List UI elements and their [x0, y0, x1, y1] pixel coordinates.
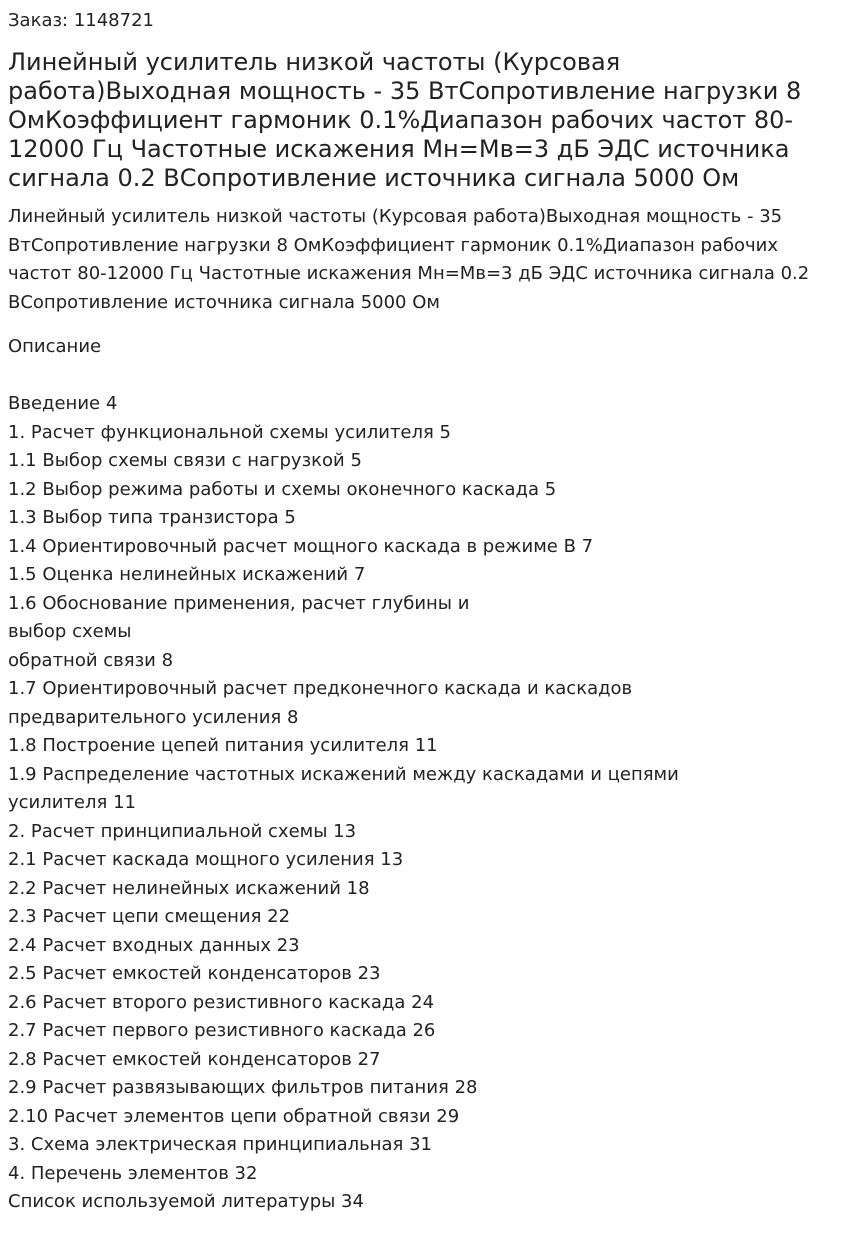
description-label: Описание	[8, 336, 102, 357]
toc-item: 2.4 Расчет входных данных 23	[8, 934, 300, 956]
toc-item: Введение 4	[8, 393, 118, 414]
toc-item: 1. Расчет функциональной схемы усилителя 5	[8, 421, 452, 443]
toc-item: 1.4 Ориентировочный расчет мощного каскада в режиме В 7	[8, 535, 594, 557]
toc-item: 2. Расчет принципиальной схемы 13	[8, 820, 357, 842]
toc-item: 1.5 Оценка нелинейных искажений 7	[8, 564, 366, 585]
toc-item: 2.5 Расчет емкостей конденсаторов 23	[8, 963, 381, 984]
toc-item: 4. Перечень элементов 32	[8, 1162, 258, 1184]
toc-item: 2.9 Расчет развязывающих фильтров питания 28	[8, 1077, 478, 1098]
toc-item: 2.2 Расчет нелинейных искажений 18	[8, 877, 370, 899]
toc-item: 2.10 Расчет элементов цепи обратной связи 29	[8, 1105, 460, 1127]
toc-item: 1.6 Обоснование применения, расчет глубины и	[8, 592, 470, 614]
toc-item: выбор схемы	[8, 621, 132, 642]
toc-item: 1.8 Построение цепей питания усилителя 11	[8, 735, 438, 756]
toc-item: 2.6 Расчет второго резистивного каскада 24	[8, 991, 435, 1013]
toc-item: 1.1 Выбор схемы связи с нагрузкой 5	[8, 450, 362, 471]
toc-item: 1.3 Выбор типа транзистора 5	[8, 507, 296, 528]
table-of-contents	[8, 390, 839, 1217]
toc-item: 3. Схема электрическая принципиальная 31	[8, 1134, 432, 1155]
toc-item: 1.7 Ориентировочный расчет предконечного каскада и каскадов	[8, 678, 633, 699]
toc-item: 2.7 Расчет первого резистивного каскада 26	[8, 1020, 436, 1041]
toc-item: 2.3 Расчет цепи смещения 22	[8, 906, 291, 927]
toc-item: усилителя 11	[8, 792, 136, 813]
page-subtitle: Линейный усилитель низкой частоты (Курсовая работа)Выходная мощность - 35 ВтСопротивление нагрузки 8 ОмКоэффициент гармоник 0.1%Диапазон рабочих частот 80-12000 Гц Частотные искажения Мн=Мв=3 дБ ЭДС источника сигнала 0.2 ВСопротивление источника сигнала 5000 Ом	[8, 206, 810, 313]
toc-item: 2.8 Расчет емкостей конденсаторов 27	[8, 1048, 381, 1070]
toc-item: предварительного усиления 8	[8, 706, 299, 728]
order-number: Заказ: 1148721	[8, 10, 154, 31]
toc-item: 1.2 Выбор режима работы и схемы оконечного каскада 5	[8, 478, 557, 500]
toc-item: Список используемой литературы 34	[8, 1191, 364, 1212]
toc-item: 1.9 Распределение частотных искажений между каскадами и цепями	[8, 763, 679, 785]
toc-item: 2.1 Расчет каскада мощного усиления 13	[8, 849, 404, 870]
page-title: Линейный усилитель низкой частоты (Курсовая работа)Выходная мощность - 35 ВтСопротивление нагрузки 8 ОмКоэффициент гармоник 0.1%Диапазон рабочих частот 80-12000 Гц Частотные искажения Мн=Мв=3 дБ ЭДС источника сигнала 0.2 ВСопротивление источника сигнала 5000 Ом	[8, 48, 802, 192]
toc-item: обратной связи 8	[8, 649, 174, 671]
